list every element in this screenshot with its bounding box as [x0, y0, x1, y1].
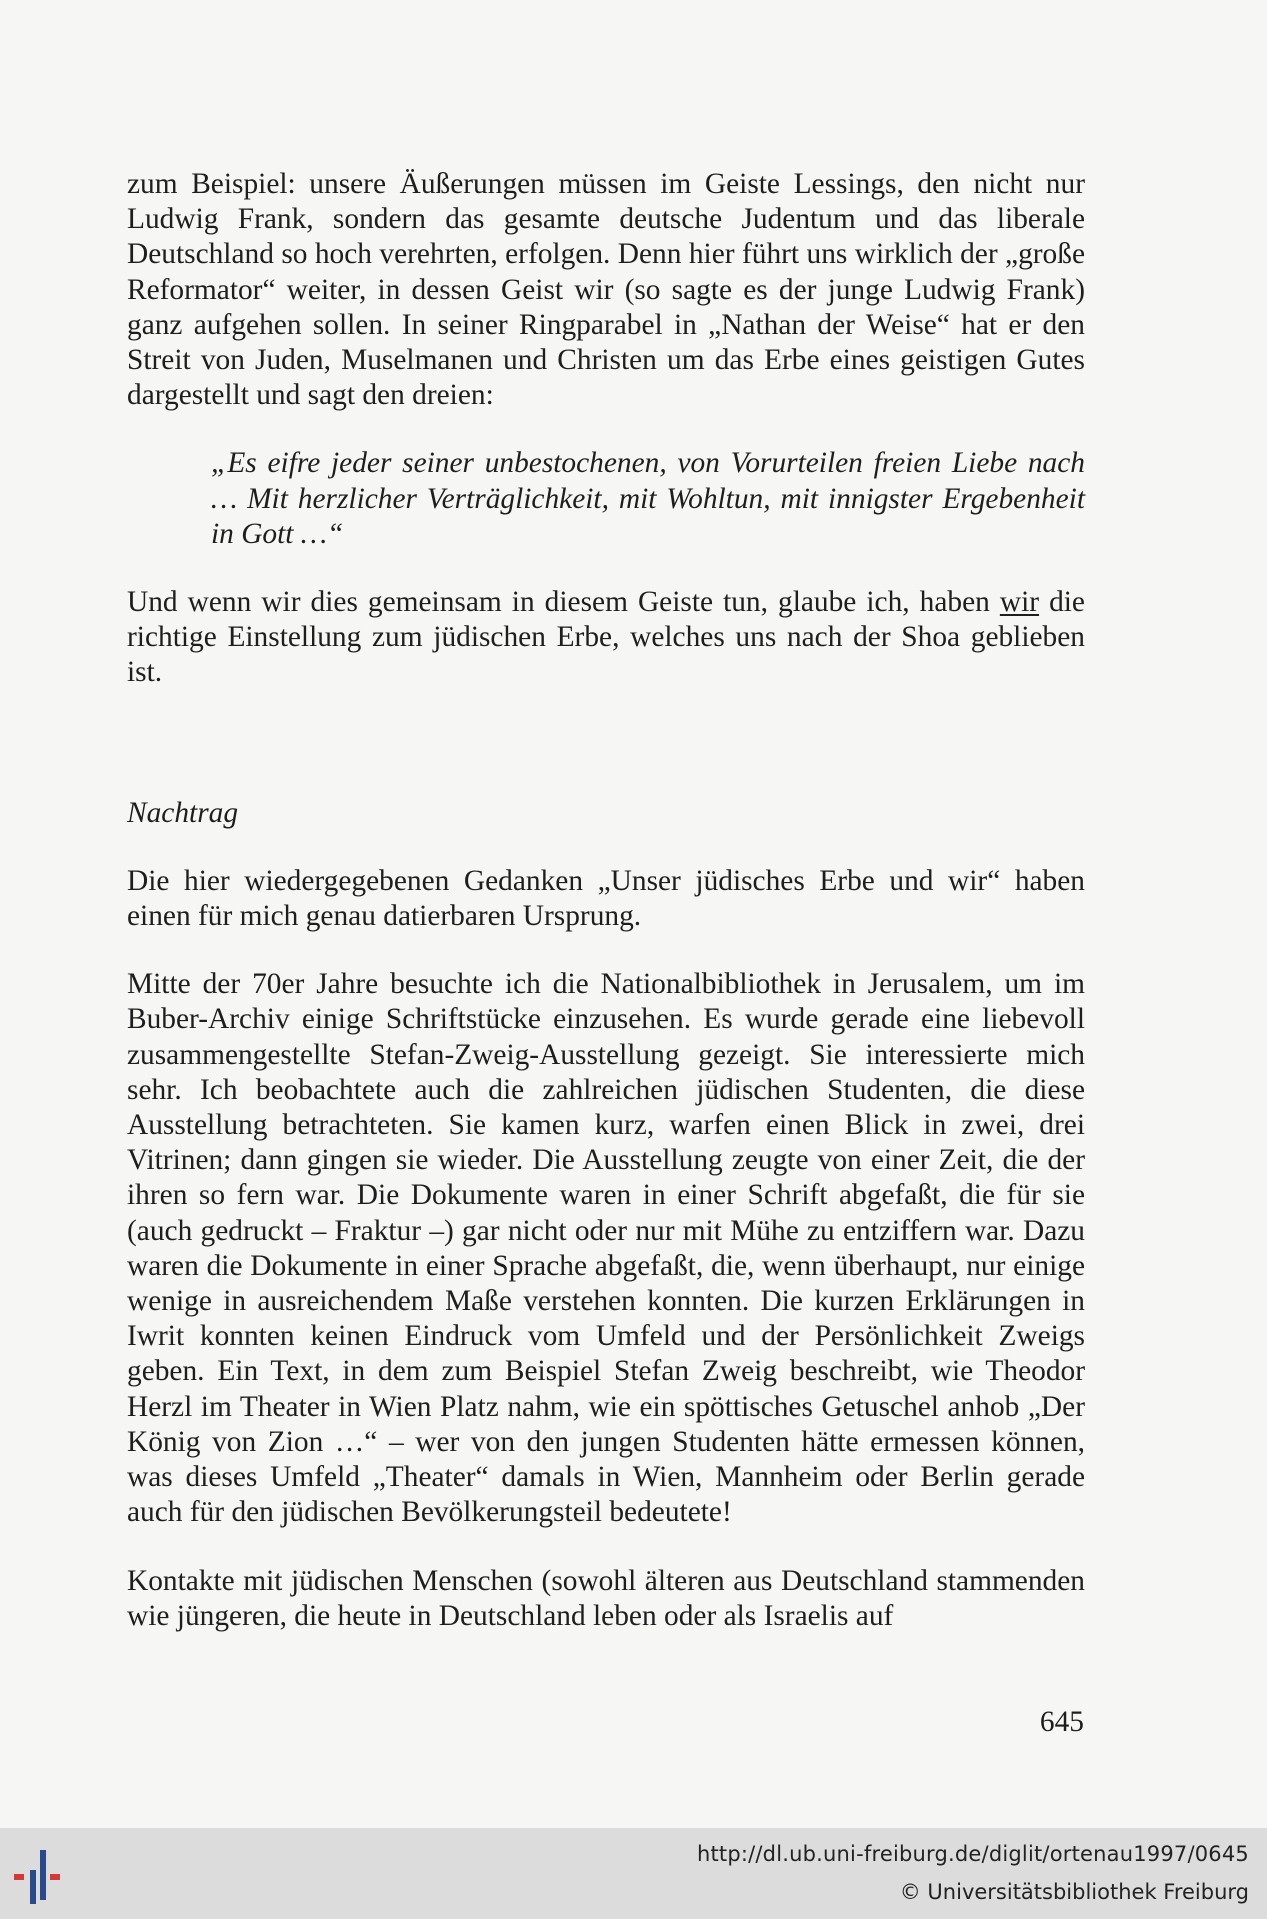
- section-heading: Nachtrag: [127, 796, 239, 829]
- footer-bar: [0, 1828, 1267, 1919]
- paragraph-einstellung-end: die richtige Einstellung zum jüdischen Erbe, welches uns nach der Shoa geblieben ist.: [127, 586, 1085, 689]
- underlined-word: wir: [999, 586, 1040, 619]
- paragraph-kontakte: Kontakte mit jüdischen Menschen (sowohl älteren aus Deutschland stammenden wie jüngeren, die heute in Deutschland leben oder als Israelis auf: [127, 1564, 1085, 1632]
- paragraph-lessing: zum Beispiel: unsere Äußerungen müssen im Geiste Lessings, den nicht nur Ludwig Frank, sondern das gesamte deutsche Judentum und das liberale Deutschland so hoch verehrten, erfolgen. Denn hier führt uns wirklich der „große Reformator“ weiter, in dessen Geist wir (so sagte es der junge Ludwig Frank) ganz aufgehen sollen. In seiner Ringparabel in „Nathan der Weise“ hat er den Streit von Juden, Muselmanen und Christen um das Erbe eines geistigen Gutes dargestellt und sagt den dreien:: [127, 168, 1085, 412]
- paragraph-einstellung-start: Und wenn wir dies gemeinsam in diesem Geiste tun, glaube ich, haben: [127, 586, 1000, 619]
- paragraph-jerusalem: Mitte der 70er Jahre besuchte ich die Nationalbibliothek in Jerusalem, um im Buber-Archiv einige Schriftstücke einzusehen. Es wurde gerade eine liebevoll zusammengestellte Stefan-Zweig-Ausstellung gezeigt. Sie interessierte mich sehr. Ich beobachtete auch die zahlreichen jüdischen Studenten, die diese Ausstellung betrachteten. Sie kamen kurz, warfen einen Blick in zwei, drei Vitrinen; dann gingen sie wieder. Die Ausstellung zeugte von einer Zeit, die der ihren so fern war. Die Dokumente waren in einer Schrift abgefaßt, die für sie (auch gedruckt – Fraktur –) gar nicht oder nur mit Mühe zu entziffern war. Dazu waren die Dokumente in einer Sprache abgefaßt, die, wenn überhaupt, nur einige wenige in ausreichendem Maße verstehen konnten. Die kurzen Erklärungen in Iwrit konnten keinen Eindruck vom Umfeld und der Persönlichkeit Zweigs geben. Ein Text, in dem zum Beispiel Stefan Zweig beschreibt, wie Theodor Herzl im Theater in Wien Platz nahm, wie ein spöttisches Getuschel anhob „Der König von Zion …“ – wer von den jungen Studenten hätte ermessen können, was dieses Umfeld „Theater“ damals in Wien, Mannheim oder Berlin gerade auch für den jüdischen Bevölkerungsteil bedeutete!: [127, 968, 1085, 1529]
- paragraph-einstellung: [127, 585, 1085, 691]
- permalink-url[interactable]: http://dl.ub.uni-freiburg.de/diglit/ortenau1997/0645: [696, 1842, 1249, 1866]
- ringparabel-quote: „Es eifre jeder seiner unbestochenen, von Vorurteilen freien Liebe nach … Mit herzlicher Verträglichkeit, mit Wohltun, mit innigster Ergebenheit in Gott …“: [211, 447, 1085, 550]
- paragraph-ursprung: Die hier wiedergegebenen Gedanken „Unser jüdisches Erbe und wir“ haben einen für mich genau datierbaren Ursprung.: [127, 864, 1085, 933]
- copyright-notice: © Universitätsbibliothek Freiburg: [899, 1880, 1249, 1904]
- page-number: 645: [1039, 1706, 1084, 1738]
- library-logo-icon: [14, 1840, 86, 1912]
- body-text: [127, 167, 1085, 1634]
